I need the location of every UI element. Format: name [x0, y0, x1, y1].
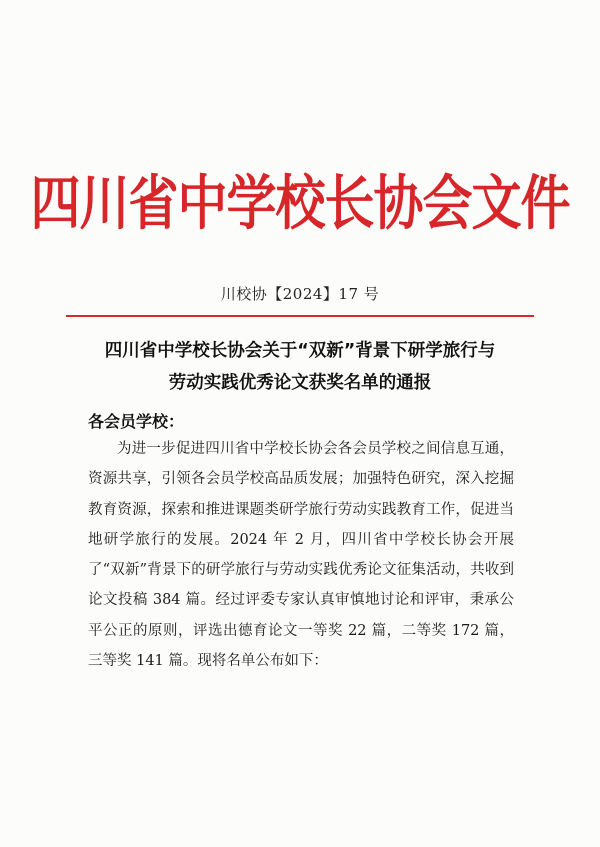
notice-title-line-2: 劳动实践优秀论文获奖名单的通报	[168, 373, 432, 393]
notice-body-paragraph: 为进一步促进四川省中学校长协会各会员学校之间信息互通，资源共享，引领各会员学校高品质发展；加强特色研究，深入挖掘教育资源，探索和推进课题类研学旅行劳动实践教育工作，促进当地研学旅行的发展。2024 年 2 月，四川省中学校长协会开展了“双新”背景下的研学旅行与劳动实践优秀论文征集活动，共收到论文投稿 384 篇。经过评委专家认真审慎地讨论和评审，秉承公平公正的原则，评选出德育论文一等奖 22 篇，二等奖 172 篇，三等奖 141 篇。现将名单公布如下：	[88, 441, 514, 670]
notice-title	[40, 335, 560, 399]
salutation: 各会员学校：	[88, 412, 185, 431]
document-number: 川校协【2024】17 号	[220, 285, 380, 303]
red-divider-line	[66, 315, 534, 317]
notice-title-line-1: 四川省中学校长协会关于“双新”背景下研学旅行与	[104, 341, 496, 361]
org-header-title: 四川省中学校长协会文件	[30, 169, 570, 238]
